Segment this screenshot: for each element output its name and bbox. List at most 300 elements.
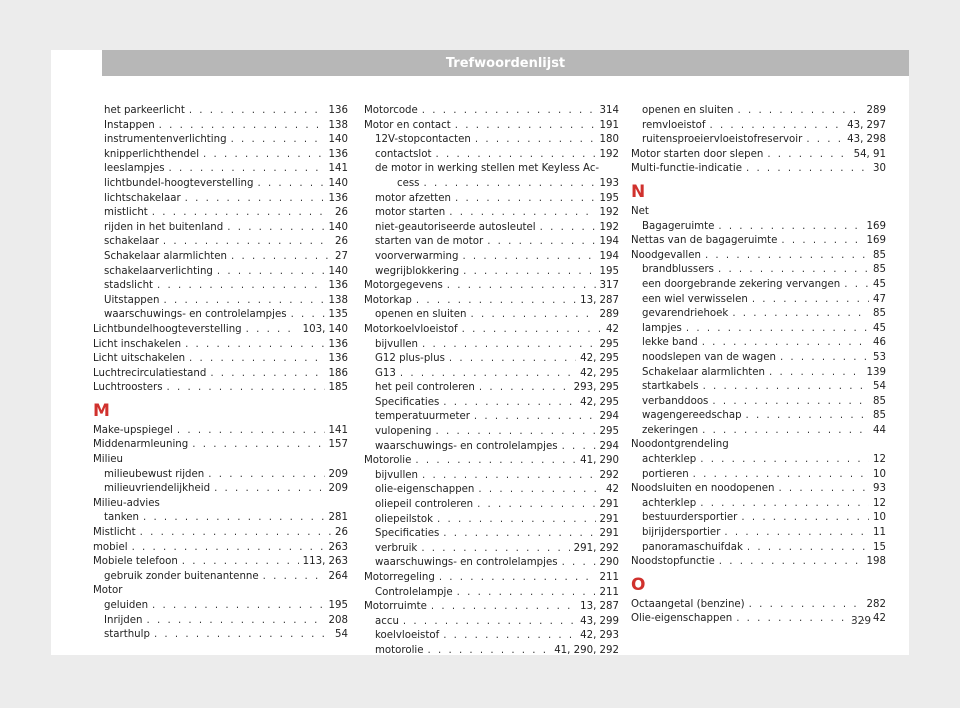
index-entry — [364, 629, 619, 644]
entry-page: 12 — [873, 497, 886, 509]
leader-dots — [732, 307, 869, 322]
entry-page: 186 — [328, 367, 348, 379]
leader-dots — [185, 192, 325, 207]
section-letter: M — [93, 400, 110, 421]
entry-label: G12 plus-plus — [375, 353, 445, 365]
entry-page: 44 — [873, 424, 886, 436]
index-entry — [364, 410, 619, 425]
leader-dots — [147, 614, 325, 629]
leader-dots — [443, 527, 595, 542]
leader-dots — [163, 235, 331, 250]
leader-dots — [182, 555, 299, 570]
entry-page: 194 — [599, 236, 619, 248]
index-entry — [631, 555, 886, 570]
entry-label: bestuurdersportier — [642, 512, 738, 524]
entry-label: panoramaschuifdak — [642, 541, 743, 553]
index-entry — [364, 527, 619, 542]
entry-label: knipperlichthendel — [104, 148, 200, 160]
entry-label: waarschuwings- en controlelampjes — [375, 557, 558, 569]
index-entry — [93, 555, 348, 570]
index-entry — [93, 570, 348, 585]
entry-page: 53 — [873, 351, 886, 363]
entry-page: 46 — [873, 337, 886, 349]
entry-page: 42, 293 — [580, 630, 619, 642]
entry-page: 10 — [873, 512, 886, 524]
entry-page: 291 — [599, 499, 619, 511]
leader-dots — [185, 338, 324, 353]
entry-page: 41, 290 — [580, 455, 619, 467]
entry-label: bijvullen — [375, 338, 418, 350]
entry-label: vulopening — [375, 426, 432, 438]
entry-label: milieuvriendelijkheid — [104, 483, 211, 495]
index-entry — [631, 162, 886, 177]
entry-label: tanken — [104, 512, 139, 524]
entry-page: 209 — [328, 483, 348, 495]
entry-label: lichtschakelaar — [104, 192, 181, 204]
index-entry — [631, 395, 886, 410]
entry-page: 26 — [335, 236, 348, 248]
index-entry — [631, 468, 886, 483]
index-entry — [631, 133, 886, 148]
entry-label: Instappen — [104, 119, 155, 131]
entry-label: leeslampjes — [104, 163, 165, 175]
entry-label: ruitensproeiervloeistofreservoir — [642, 134, 803, 146]
index-entry — [93, 148, 348, 163]
entry-label: stadslicht — [104, 280, 154, 292]
leader-dots — [693, 468, 869, 483]
leader-dots — [447, 279, 596, 294]
entry-label: gevarendriehoek — [642, 308, 729, 320]
entry-label: mobiel — [93, 541, 128, 553]
entry-page: 157 — [328, 439, 348, 451]
index-entry — [93, 381, 348, 396]
entry-label: cess — [397, 177, 420, 189]
index-entry — [93, 482, 348, 497]
entry-label: Schakelaar alarmlichten — [104, 250, 228, 262]
entry-page: 136 — [328, 192, 348, 204]
leader-dots — [449, 206, 595, 221]
entry-page: 103, 140 — [302, 323, 348, 335]
index-entry — [631, 497, 886, 512]
entry-label: oliepeil controleren — [375, 499, 474, 511]
index-entry — [631, 220, 886, 235]
index-entry — [364, 367, 619, 382]
entry-label: zekeringen — [642, 424, 699, 436]
index-entry — [364, 148, 619, 163]
entry-page: 42 — [606, 484, 619, 496]
leader-dots — [246, 323, 299, 338]
leader-dots — [208, 468, 324, 483]
leader-dots — [231, 133, 325, 148]
entry-page: 10 — [873, 468, 886, 480]
index-entry — [631, 322, 886, 337]
leader-dots — [263, 570, 325, 585]
leader-dots — [189, 352, 325, 367]
index-entry — [364, 119, 619, 134]
entry-page: 169 — [866, 220, 886, 232]
index-entry — [364, 279, 619, 294]
entry-label: Licht inschakelen — [93, 338, 182, 350]
index-entry — [631, 541, 886, 556]
entry-label: Noodsluiten en noodopenen — [631, 483, 775, 495]
entry-page: 192 — [599, 148, 619, 160]
leader-dots — [431, 600, 576, 615]
leader-dots — [700, 497, 869, 512]
entry-page: 26 — [335, 207, 348, 219]
index-entry — [93, 294, 348, 309]
entry-label: Motor starten door slepen — [631, 148, 764, 160]
index-entry — [364, 294, 619, 309]
leader-dots — [471, 308, 596, 323]
entry-page: 191 — [599, 119, 619, 131]
entry-label: motorolie — [375, 644, 424, 655]
leader-dots — [455, 192, 596, 207]
index-entry — [364, 513, 619, 528]
leader-dots — [736, 612, 869, 627]
entry-page: 42 — [873, 613, 886, 625]
index-entry — [93, 206, 348, 221]
entry-label: Middenarmleuning — [93, 439, 189, 451]
entry-label: temperatuurmeter — [375, 411, 470, 423]
leader-dots — [709, 119, 843, 134]
index-entry — [631, 119, 886, 134]
leader-dots — [487, 235, 595, 250]
entry-page: 27 — [335, 250, 348, 262]
leader-dots — [747, 541, 869, 556]
entry-page: 42, 295 — [580, 396, 619, 408]
index-entry — [93, 308, 348, 323]
entry-label: wegrijblokkering — [375, 265, 460, 277]
entry-page: 294 — [599, 440, 619, 452]
entry-page: 264 — [328, 570, 348, 582]
section-letter: N — [631, 181, 646, 202]
entry-label: Schakelaar alarmlichten — [642, 366, 766, 378]
entry-label: Uitstappen — [104, 294, 160, 306]
leader-dots — [844, 278, 869, 293]
leader-dots — [257, 177, 324, 192]
entry-page: 294 — [599, 411, 619, 423]
leader-dots — [479, 381, 570, 396]
entry-label: Specificaties — [375, 528, 440, 540]
index-entry — [93, 511, 348, 526]
index-entry — [631, 351, 886, 366]
entry-page: 136 — [328, 338, 348, 350]
entry-page: 295 — [599, 338, 619, 350]
index-entry — [364, 615, 619, 630]
entry-label: bijvullen — [375, 469, 418, 481]
leader-dots — [769, 366, 863, 381]
entry-label: Octaangetal (benzine) — [631, 598, 745, 610]
entry-page: 140 — [328, 177, 348, 189]
index-entry — [364, 469, 619, 484]
entry-label: Motorolie — [364, 455, 412, 467]
entry-page: 41, 290, 292 — [554, 644, 619, 655]
index-column-3 — [631, 104, 886, 627]
entry-page: 136 — [328, 148, 348, 160]
index-entry — [93, 438, 348, 453]
index-entry — [93, 235, 348, 250]
entry-page: 293, 295 — [573, 382, 619, 394]
entry-page: 141 — [328, 163, 348, 175]
leader-dots — [422, 104, 596, 119]
index-entry — [364, 338, 619, 353]
index-column-2 — [364, 104, 619, 655]
entry-page: 185 — [328, 382, 348, 394]
entry-page: 136 — [328, 353, 348, 365]
index-entry — [93, 279, 348, 294]
entry-label: olie-eigenschappen — [375, 484, 475, 496]
index-entry — [631, 453, 886, 468]
entry-page: 193 — [599, 177, 619, 189]
leader-dots — [152, 599, 325, 614]
index-entry — [93, 599, 348, 614]
leader-dots — [157, 279, 325, 294]
entry-page: 30 — [873, 163, 886, 175]
index-entry — [631, 307, 886, 322]
entry-label: motor starten — [375, 207, 446, 219]
entry-label: achterklep — [642, 454, 697, 466]
leader-dots — [462, 323, 602, 338]
entry-label: lekke band — [642, 337, 698, 349]
index-entry — [93, 338, 348, 353]
index-entry — [364, 498, 619, 513]
leader-dots — [767, 148, 849, 163]
index-entry — [93, 119, 348, 134]
index-entry — [364, 600, 619, 615]
leader-dots — [477, 498, 595, 513]
leader-dots — [422, 338, 596, 353]
entry-page: 42, 295 — [580, 353, 619, 365]
entry-label: remvloeistof — [642, 119, 706, 131]
entry-page: 54 — [873, 381, 886, 393]
entry-page: 314 — [599, 105, 619, 116]
entry-label: Multi-functie-indicatie — [631, 163, 742, 175]
index-entry — [364, 235, 619, 250]
leader-dots — [780, 351, 869, 366]
index-entry — [631, 278, 886, 293]
leader-dots — [231, 250, 331, 265]
entry-page: 135 — [328, 309, 348, 321]
entry-label: openen en sluiten — [375, 309, 467, 321]
leader-dots — [702, 336, 869, 351]
entry-page: 211 — [599, 586, 619, 598]
entry-label: Nettas van de bagageruimte — [631, 235, 778, 247]
entry-label: Lichtbundelhoogteverstelling — [93, 323, 242, 335]
entry-page: 15 — [873, 541, 886, 553]
index-entry — [364, 162, 619, 191]
entry-label: brandblussers — [642, 264, 714, 276]
index-entry — [631, 234, 886, 249]
leader-dots — [806, 133, 843, 148]
entry-label: de motor in werking stellen met Keyless Ac- — [375, 163, 600, 175]
entry-page: 43, 299 — [580, 615, 619, 627]
entry-page: 281 — [328, 512, 348, 524]
leader-dots — [163, 294, 324, 309]
leader-dots — [702, 424, 869, 439]
entry-label: starten van de motor — [375, 236, 484, 248]
entry-label: oliepeilstok — [375, 513, 433, 525]
entry-page: 45 — [873, 322, 886, 334]
index-heading: Net — [631, 205, 649, 217]
entry-page: 180 — [599, 134, 619, 146]
index-entry — [93, 424, 348, 439]
index-entry — [364, 571, 619, 586]
leader-dots — [457, 586, 596, 601]
entry-page: 295 — [599, 426, 619, 438]
leader-dots — [217, 265, 325, 280]
index-entry — [364, 556, 619, 571]
entry-page: 85 — [873, 395, 886, 407]
leader-dots — [423, 177, 595, 192]
entry-page: 291 — [599, 528, 619, 540]
entry-label: Motorcode — [364, 105, 418, 116]
entry-label: Noodgevallen — [631, 249, 701, 261]
leader-dots — [778, 482, 869, 497]
entry-page: 138 — [328, 119, 348, 131]
entry-label: lampjes — [642, 322, 682, 334]
entry-label: instrumentenverlichting — [104, 134, 227, 146]
leader-dots — [422, 469, 596, 484]
leader-dots — [416, 294, 576, 309]
index-entry — [631, 293, 886, 308]
index-entry — [364, 586, 619, 601]
index-page — [51, 50, 909, 655]
entry-label: gebruik zonder buitenantenne — [104, 570, 259, 582]
leader-dots — [154, 628, 331, 643]
index-entry — [93, 367, 348, 382]
entry-label: motor afzetten — [375, 192, 451, 204]
index-entry — [93, 250, 348, 265]
entry-page: 140 — [328, 134, 348, 146]
entry-label: 12V-stopcontacten — [375, 134, 471, 146]
index-entry — [631, 526, 886, 541]
entry-label: Motorkoelvloeistof — [364, 323, 458, 335]
leader-dots — [143, 511, 325, 526]
leader-dots — [781, 234, 862, 249]
index-entry — [364, 454, 619, 469]
entry-label: Controlelampje — [375, 586, 453, 598]
index-entry — [93, 323, 348, 338]
leader-dots — [752, 293, 869, 308]
index-entry — [631, 336, 886, 351]
leader-dots — [703, 380, 869, 395]
entry-label: een doorgebrande zekering vervangen — [642, 278, 841, 290]
entry-label: geluiden — [104, 600, 149, 611]
leader-dots — [455, 119, 596, 134]
entry-page: 12 — [873, 454, 886, 466]
entry-label: wagengereedschap — [642, 410, 742, 422]
entry-page: 85 — [873, 410, 886, 422]
index-entry — [93, 162, 348, 177]
leader-dots — [415, 454, 576, 469]
entry-page: 192 — [599, 207, 619, 219]
entry-page: 317 — [599, 280, 619, 292]
entry-page: 54 — [335, 629, 348, 641]
index-entry — [364, 265, 619, 280]
entry-label: waarschuwings- en controlelampjes — [375, 440, 558, 452]
leader-dots — [462, 250, 595, 265]
index-entry — [631, 612, 886, 627]
index-entry — [93, 133, 348, 148]
index-entry — [364, 250, 619, 265]
entry-page: 26 — [335, 527, 348, 539]
entry-label: het peil controleren — [375, 382, 475, 394]
entry-label: lichtbundel-hoogteverstelling — [104, 177, 254, 189]
index-entry — [364, 133, 619, 148]
index-entry — [631, 424, 886, 439]
leader-dots — [152, 206, 331, 221]
entry-label: rijden in het buitenland — [104, 221, 224, 233]
entry-page: 85 — [873, 308, 886, 320]
entry-label: voorverwarming — [375, 250, 459, 262]
entry-label: Mistlicht — [93, 527, 136, 539]
leader-dots — [562, 556, 596, 571]
index-heading: Milieu — [93, 454, 124, 466]
leader-dots — [474, 410, 596, 425]
index-entry — [631, 409, 886, 424]
leader-dots — [540, 221, 596, 236]
leader-dots — [749, 598, 863, 613]
entry-label: G13 — [375, 367, 396, 379]
entry-label: openen en sluiten — [642, 105, 734, 116]
entry-label: Inrijden — [104, 614, 143, 626]
index-entry — [631, 249, 886, 264]
entry-page: 140 — [328, 221, 348, 233]
index-entry — [364, 483, 619, 498]
index-entry — [631, 263, 886, 278]
leader-dots — [210, 367, 324, 382]
entry-page: 138 — [328, 294, 348, 306]
leader-dots — [169, 162, 325, 177]
entry-page: 43, 298 — [847, 134, 886, 146]
entry-page: 292 — [599, 469, 619, 481]
index-entry — [631, 511, 886, 526]
entry-page: 198 — [866, 556, 886, 568]
entry-label: Licht uitschakelen — [93, 353, 186, 365]
entry-page: 141 — [328, 424, 348, 436]
entry-label: schakelaar — [104, 236, 159, 248]
entry-page: 290 — [599, 557, 619, 569]
entry-page: 93 — [873, 483, 886, 495]
index-entry — [631, 104, 886, 119]
leader-dots — [436, 148, 596, 163]
index-entry — [364, 396, 619, 411]
leader-dots — [718, 263, 869, 278]
index-entry — [93, 614, 348, 629]
entry-label: het parkeerlicht — [104, 105, 185, 116]
entry-page: 282 — [866, 598, 886, 610]
leader-dots — [421, 542, 569, 557]
index-entry — [93, 352, 348, 367]
entry-page: 263 — [328, 541, 348, 553]
index-entry — [364, 323, 619, 338]
entry-label: Mobiele telefoon — [93, 556, 178, 568]
entry-page: 13, 287 — [580, 601, 619, 613]
entry-label: portieren — [642, 468, 689, 480]
leader-dots — [291, 308, 325, 323]
entry-label: koelvloeistof — [375, 630, 440, 642]
entry-label: Motor en contact — [364, 119, 451, 131]
entry-page: 13, 287 — [580, 294, 619, 306]
entry-page: 140 — [328, 265, 348, 277]
leader-dots — [203, 148, 325, 163]
leader-dots — [428, 644, 551, 655]
index-heading: Noodontgrendeling — [631, 439, 729, 451]
entry-label: waarschuwings- en controlelampjes — [104, 309, 287, 321]
entry-label: schakelaarverlichting — [104, 265, 213, 277]
index-entry — [364, 352, 619, 367]
entry-label: bijrijdersportier — [642, 527, 721, 539]
